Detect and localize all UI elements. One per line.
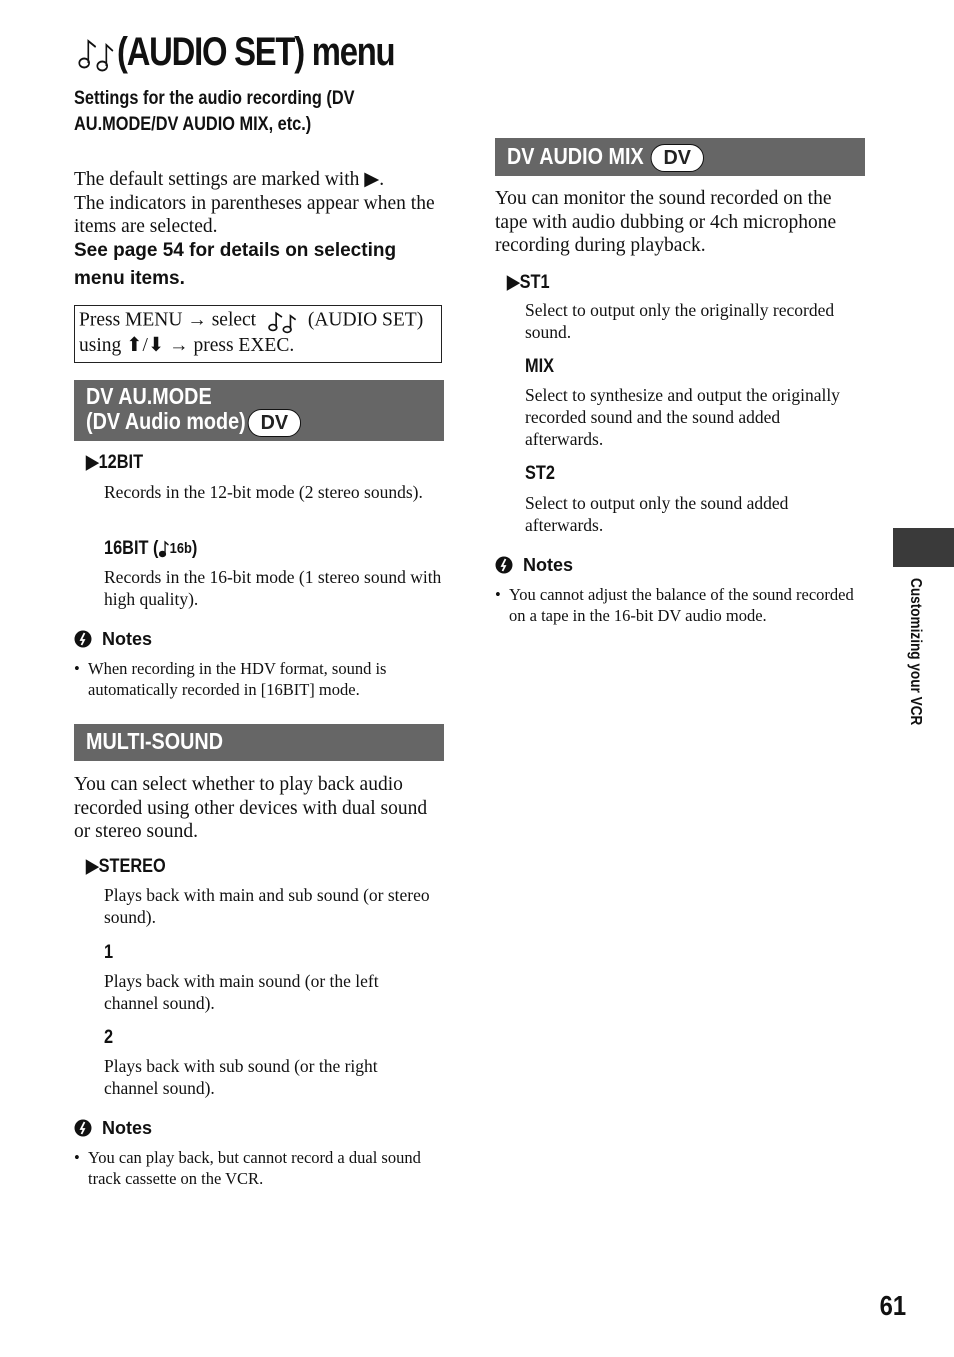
intro-line-1: The default settings are marked with ▶.	[74, 169, 385, 190]
note-item: • You cannot adjust the balance of the sound recorded on a tape in the 16-bit DV audio mode.	[495, 584, 870, 626]
note-text: When recording in the HDV format, sound is automatically recorded in [16BIT] mode.	[88, 659, 387, 699]
option-16bit-desc: Records in the 16-bit mode (1 stereo sound with high quality).	[104, 567, 442, 609]
option-2-desc: Plays back with sub sound (or the right channel sound).	[104, 1056, 378, 1098]
notes-exclamation-icon	[495, 556, 513, 574]
page-title	[76, 30, 394, 75]
chapter-tab	[893, 528, 954, 567]
dv-au-mode-heading-line2-text: (DV Audio mode)	[86, 408, 246, 435]
section-bar-dv-audio-mix	[495, 138, 865, 176]
notes-heading-text: Notes	[102, 629, 153, 649]
notes-heading-text: Notes	[102, 1118, 153, 1138]
option-16bit	[104, 538, 197, 560]
note-item: • When recording in the HDV format, sound is automatically recorded in [16BIT] mode.	[74, 658, 434, 700]
page-subtitle: Settings for the audio recording (DV AU.MODE/DV AUDIO MIX, etc.)	[74, 88, 355, 135]
chapter-side-label	[906, 578, 928, 778]
option-2: 2	[104, 1027, 114, 1048]
section-bar-multi-sound	[74, 724, 444, 761]
instruction-part-2: (AUDIO SET) using ⬆/⬇ → press EXEC.	[79, 309, 424, 356]
option-st1: ▶ST1	[507, 272, 550, 293]
dv-au-mode-heading	[86, 384, 298, 437]
notes-exclamation-icon	[74, 630, 92, 648]
notes-heading-1	[74, 628, 152, 650]
chapter-side-label-text: Customizing your VCR	[907, 578, 924, 726]
note-text: You cannot adjust the balance of the sound recorded on a tape in the 16-bit DV audio mode.	[509, 585, 854, 625]
multi-sound-intro: You can select whether to play back audio recorded using other devices with dual sound or stereo sound.	[74, 774, 428, 842]
option-st2: ST2	[525, 463, 555, 484]
notes-heading-2	[74, 1117, 152, 1139]
dv-audio-mix-heading-text: DV AUDIO MIX	[507, 143, 644, 170]
notes-heading-text: Notes	[523, 555, 574, 575]
option-mix: MIX	[525, 356, 555, 377]
page-title-text: (AUDIO SET) menu	[117, 30, 395, 74]
music-notes-icon	[76, 33, 115, 73]
dv-badge: DV	[248, 409, 301, 437]
indicator-16b: 16b	[169, 540, 192, 557]
note-text: You can play back, but cannot record a dual sound track cassette on the VCR.	[88, 1148, 421, 1188]
multi-sound-heading: MULTI-SOUND	[86, 728, 223, 754]
option-1-desc: Plays back with main sound (or the left channel sound).	[104, 971, 379, 1013]
notes-exclamation-icon	[74, 1119, 92, 1137]
music-notes-icon	[265, 308, 299, 334]
notes-heading-3	[495, 554, 573, 576]
option-16bit-label-end: )	[191, 538, 198, 559]
dv-audio-mix-intro: You can monitor the sound recorded on the tape with audio dubbing or 4ch microphone recording during playback.	[495, 188, 837, 256]
note-item: • You can play back, but cannot record a dual sound track cassette on the VCR.	[74, 1147, 434, 1189]
dv-badge: DV	[651, 144, 704, 172]
option-stereo: ▶STEREO	[86, 856, 166, 877]
option-st2-desc: Select to output only the sound added afterwards.	[525, 493, 789, 535]
option-st1-desc: Select to output only the originally recorded sound.	[525, 300, 835, 342]
option-mix-desc: Select to synthesize and output the originally recorded sound and the sound added afterwards.	[525, 385, 840, 449]
dv-au-mode-heading-line2	[86, 409, 298, 437]
menu-instruction-box	[74, 305, 442, 363]
intro-text	[74, 168, 446, 239]
option-1: 1	[104, 942, 114, 963]
dv-au-mode-heading-line1: DV AU.MODE	[86, 383, 212, 409]
option-16bit-label: 16BIT (	[104, 538, 159, 559]
see-page-note: See page 54 for details on selecting menu items.	[74, 240, 397, 289]
option-12bit: ▶12BIT	[86, 452, 144, 473]
section-bar-dv-au-mode	[74, 380, 444, 441]
page-number: 61	[879, 1290, 906, 1321]
option-stereo-desc: Plays back with main and sub sound (or stereo sound).	[104, 885, 430, 927]
music-note-icon	[159, 540, 169, 558]
intro-line-2: The indicators in parentheses appear when the items are selected.	[74, 192, 435, 237]
dv-audio-mix-heading	[507, 144, 701, 172]
instruction-part-1: Press MENU → select	[79, 309, 257, 331]
option-12bit-desc: Records in the 12-bit mode (2 stereo sounds).	[104, 482, 423, 502]
